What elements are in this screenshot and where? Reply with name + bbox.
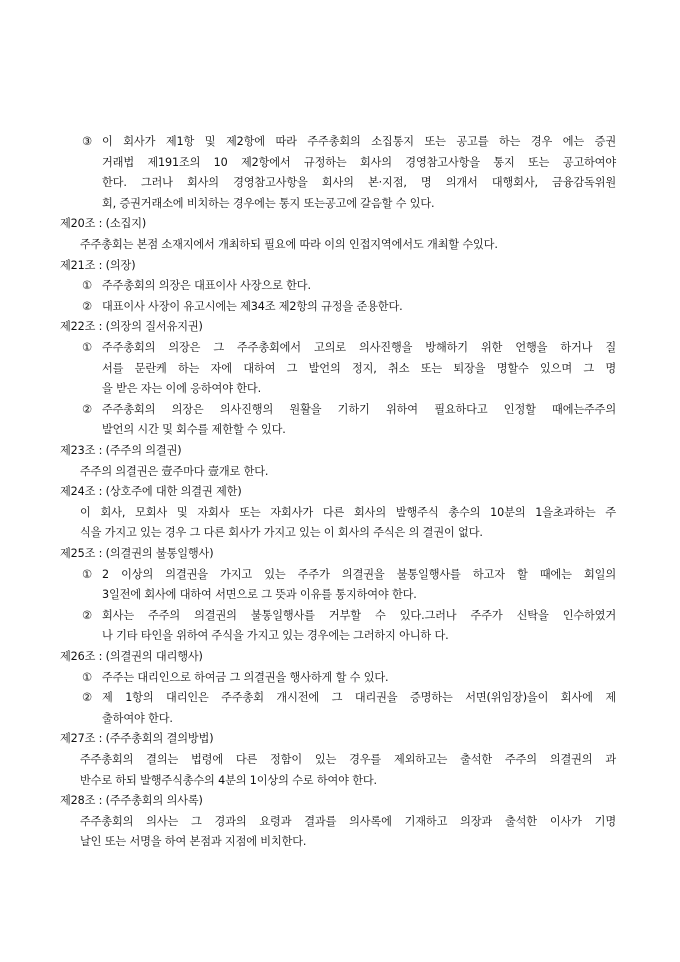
clause-text-line: 한다. 그러나 회사의 경영참고사항을 회사의 본·지점, 명 의개서 대행회사, 금융감독위원 <box>102 176 616 190</box>
article-heading: 제26조 : (의결권의 대리행사) <box>60 650 203 663</box>
article-text-line: 날인 또는 서명을 하여 본점과 지점에 비치한다. <box>80 835 307 849</box>
article-heading: 제25조 : (의결권의 불통일행사) <box>60 547 214 560</box>
article-text-line: 주주총회의 결의는 법령에 다른 정함이 있는 경우를 제외하고는 출석한 주주의 의결권의 과 <box>80 753 616 766</box>
clause-text-line: 회사는 주주의 의결권의 불통일행사를 거부할 수 있다.그러나 주주가 신탁을 인수하였거 <box>102 608 616 622</box>
clause-text-line: 주주는 대리인으로 하여금 그 의결권을 행사하게 할 수 있다. <box>102 670 389 684</box>
clause-number-marker: ① <box>82 567 92 581</box>
article-heading: 제28조 : (주주총회의 의사록) <box>60 794 203 808</box>
article-text-line: 식을 가지고 있는 경우 그 다른 회사가 가지고 있는 이 회사의 주식은 의 결권이 없다. <box>80 526 483 540</box>
article-text-line: 주주총회의 의사는 그 경과의 요령과 결과를 의사록에 기재하고 의장과 출석한 이사가 기명 <box>80 814 616 828</box>
clause-text-line: 주주총회의 의장은 의사진행의 원활을 기하기 위하여 필요하다고 인정할 때에는주주의 <box>102 402 616 416</box>
article-heading: 제23조 : (주주의 의결권) <box>60 444 182 457</box>
clause-text-line: 제 1항의 대리인은 주주총회 개시전에 그 대리권을 증명하는 서면(위임장)을이 회사에 제 <box>102 691 616 705</box>
clause-text-line: 나 기타 타인을 위하여 주식을 가지고 있는 경우에는 그러하지 아니하 다. <box>102 629 449 643</box>
clause-number-marker: ③ <box>82 135 92 148</box>
clause-number-marker: ① <box>82 279 92 293</box>
clause-number-marker: ② <box>82 299 92 313</box>
article-heading: 제20조 : (소집지) <box>60 217 147 231</box>
clause-text-line: 이 회사가 제1항 및 제2항에 따라 주주총회의 소집통지 또는 공고를 하는 경우 에는 증권 <box>102 135 616 148</box>
clause-text-line: 주주총회의 의장은 그 주주총회에서 고의로 의사진행을 방해하기 위한 언행을 하거나 질 <box>102 341 616 354</box>
clause-text-line: 주주총회의 의장은 대표이사 사장으로 한다. <box>102 279 311 293</box>
article-text-line: 반수로 하되 발행주식총수의 4분의 1이상의 수로 하여야 한다. <box>80 773 377 787</box>
clause-text-line: 거래법 제191조의 10 제2항에서 규정하는 회사의 경영참고사항을 통지 또는 공고하여야 <box>102 155 616 169</box>
clause-number-marker: ① <box>82 670 92 684</box>
clause-text-line: 서를 문란케 하는 자에 대하여 그 발언의 정지, 취소 또는 퇴장을 명할수 있으며 그 명 <box>102 361 616 375</box>
clause-text-line: 3일전에 회사에 대하여 서면으로 그 뜻과 이유를 통지하여야 한다. <box>102 588 417 602</box>
article-text-line: 주주총회는 본점 소재지에서 개최하되 필요에 따라 이의 인접지역에서도 개최할 수있다. <box>80 238 498 251</box>
clause-number-marker: ② <box>82 608 92 622</box>
article-text-line: 이 회사, 모회사 및 자회사 또는 자회사가 다른 회사의 발행주식 총수의 10분의 1을초과하는 주 <box>80 505 616 519</box>
clause-number-marker: ① <box>82 341 92 354</box>
article-heading: 제22조 : (의장의 질서유지권) <box>60 320 203 334</box>
clause-text-line: 을 받은 자는 이에 응하여야 한다. <box>102 382 261 396</box>
clause-text-line: 회, 증권거래소에 비치하는 경우에는 통지 또는공고에 갈음할 수 있다. <box>102 196 435 210</box>
clause-number-marker: ② <box>82 691 92 705</box>
clause-number-marker: ② <box>82 402 92 416</box>
article-heading: 제21조 : (의장) <box>60 258 136 272</box>
clause-text-line: 2 이상의 의결권을 가지고 있는 주주가 의결권을 불통일행사를 하고자 할 때에는 회일의 <box>102 567 616 581</box>
article-text-line: 주주의 의결권은 壹주마다 壹개로 한다. <box>80 464 269 478</box>
clause-text-line: 대표이사 사장이 유고시에는 제34조 제2항의 규정을 준용한다. <box>102 299 403 313</box>
clause-text-line: 발언의 시간 및 회수를 제한할 수 있다. <box>102 423 286 437</box>
article-heading: 제24조 : (상호주에 대한 의결권 제한) <box>60 485 242 499</box>
clause-text-line: 출하여야 한다. <box>102 711 173 725</box>
article-heading: 제27조 : (주주총회의 결의방법) <box>60 732 214 746</box>
